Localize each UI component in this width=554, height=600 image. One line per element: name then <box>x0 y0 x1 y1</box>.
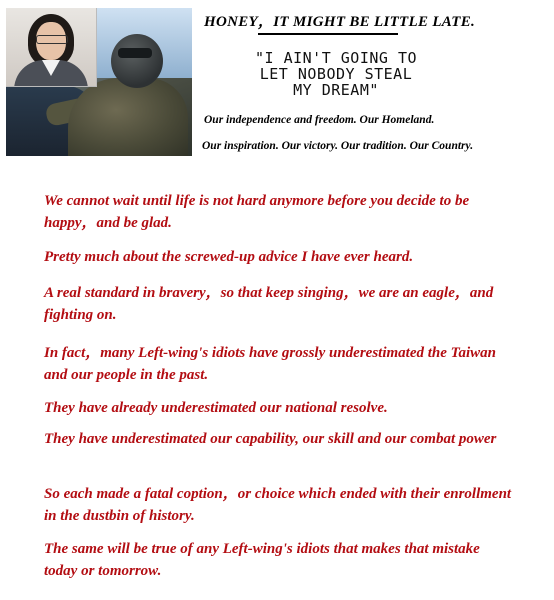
header-photo <box>6 8 192 156</box>
paragraph-7: So each made a fatal coption，or choice which ended with their enrollment in the dustbin of history. <box>44 486 512 524</box>
tagline-1: Our independence and freedom. Our Homeland. <box>204 114 435 126</box>
paragraph-8: The same will be true of any Left-wing's idiots that makes that mistake today or tomorrow. <box>44 541 480 579</box>
paragraph-3: A real standard in bravery，so that keep singing，we are an eagle，and fighting on. <box>44 285 494 323</box>
quote-text: "I AIN'T GOING TO LET NOBODY STEAL MY DREAM" <box>254 49 418 99</box>
paragraph-1: We cannot wait until life is not hard anymore before you decide to be happy，and be glad. <box>44 193 470 231</box>
paragraph-4: In fact，many Left-wing's idiots have grossly underestimated the Taiwan and our people in the past. <box>44 345 496 383</box>
headline: HONEY，IT MIGHT BE LITTLE LATE. <box>204 14 476 30</box>
tagline-2: Our inspiration. Our victory. Our tradition. Our Country. <box>202 140 474 152</box>
pilot-helmet <box>111 34 163 88</box>
paragraph-5: They have already underestimated our national resolve. <box>44 400 388 416</box>
paragraph-6: They have underestimated our capability, our skill and our combat power <box>44 431 497 447</box>
paragraph-2: Pretty much about the screwed-up advice I have ever heard. <box>44 249 414 265</box>
portrait-inset <box>6 8 97 87</box>
helmet-visor <box>118 48 152 58</box>
pilot-figure <box>68 78 188 156</box>
portrait-glasses <box>36 35 68 44</box>
headline-divider <box>258 33 398 35</box>
